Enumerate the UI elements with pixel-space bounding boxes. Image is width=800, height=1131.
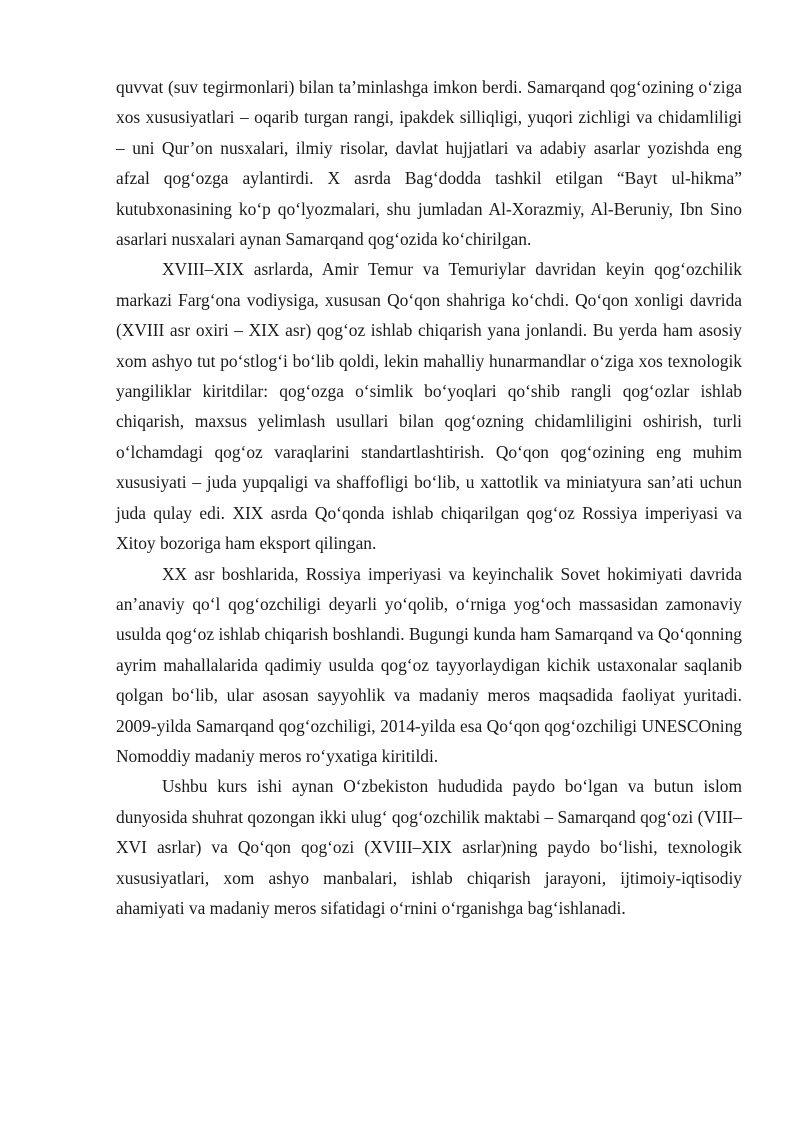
paragraph-kokand-paper: XVIII–XIX asrlarda, Amir Temur va Temuriylar davridan keyin qog‘ozchilik markazi Farg‘ona vodiysiga, xususan Qo‘qon shahriga ko‘chdi. Qo‘qon xonligi davrida (XVIII asr oxiri – XIX asr) qog‘oz ishlab chiqarish yana jonlandi. Bu yerda ham asosiy xom ashyo tut po‘stlog‘i bo‘lib qoldi, lekin mahalliy hunarmandlar o‘ziga xos texnologik yangiliklar kiritdilar: qog‘ozga o‘simlik bo‘yoqlari qo‘shib rangli qog‘ozlar ishlab chiqarish, maxsus yelimlash usullari bilan qog‘ozning chidamliligini oshirish, turli o‘lchamdagi qog‘oz varaqlarini standartlashtirish. Qo‘qon qog‘ozining eng muhim xususiyati – juda yupqaligi va shaffofligi bo‘lib, u xattotlik va miniatyura san’ati uchun juda qulay edi. XIX asrda Qo‘qonda ishlab chiqarilgan qog‘oz Rossiya imperiyasi va Xitoy bozoriga ham eksport qilingan. [116, 259, 742, 554]
document-page [116, 72, 742, 923]
paragraph-continuation: quvvat (suv tegirmonlari) bilan ta’minlashga imkon berdi. Samarqand qog‘ozining o‘ziga xos xususiyatlari – oqarib turgan rangi, ipakdek silliqligi, yuqori zichligi va chidamliligi – uni Qur’on nusxalari, ilmiy risolar, davlat hujjatlari va adabiy asarlar yozishda eng afzal qog‘ozga aylantirdi. X asrda Bag‘dodda tashkil etilgan “Bayt ul-hikma” kutubxonasining ko‘p qo‘lyozmalari, shu jumladan Al-Xorazmiy, Al-Beruniy, Ibn Sino asarlari nusxalari aynan Samarqand qog‘ozida ko‘chirilgan. [116, 77, 742, 250]
paragraph-course-purpose: Ushbu kurs ishi aynan O‘zbekiston hududida paydo bo‘lgan va butun islom dunyosida shuhrat qozongan ikki ulug‘ qog‘ozchilik maktabi – Samarqand qog‘ozi (VIII–XVI asrlar) va Qo‘qon qog‘ozi (XVIII–XIX asrlar)ning paydo bo‘lishi, texnologik xususiyatlari, xom ashyo manbalari, ishlab chiqarish jarayoni, ijtimoiy-iqtisodiy ahamiyati va madaniy meros sifatidagi o‘rnini o‘rganishga bag‘ishlanadi. [116, 776, 742, 918]
paragraph-twentieth-century: XX asr boshlarida, Rossiya imperiyasi va keyinchalik Sovet hokimiyati davrida an’anaviy qo‘l qog‘ozchiligi deyarli yo‘qolib, o‘rniga yog‘och massasidan zamonaviy usulda qog‘oz ishlab chiqarish boshlandi. Bugungi kunda ham Samarqand va Qo‘qonning ayrim mahallalarida qadimiy usulda qog‘oz tayyorlaydigan kichik ustaxonalar saqlanib qolgan bo‘lib, ular asosan sayyohlik va madaniy meros maqsadida faoliyat yuritadi. 2009-yilda Samarqand qog‘ozchiligi, 2014-yilda esa Qo‘qon qog‘ozchiligi UNESCOning Nomoddiy madaniy meros ro‘yxatiga kiritildi. [116, 563, 742, 766]
